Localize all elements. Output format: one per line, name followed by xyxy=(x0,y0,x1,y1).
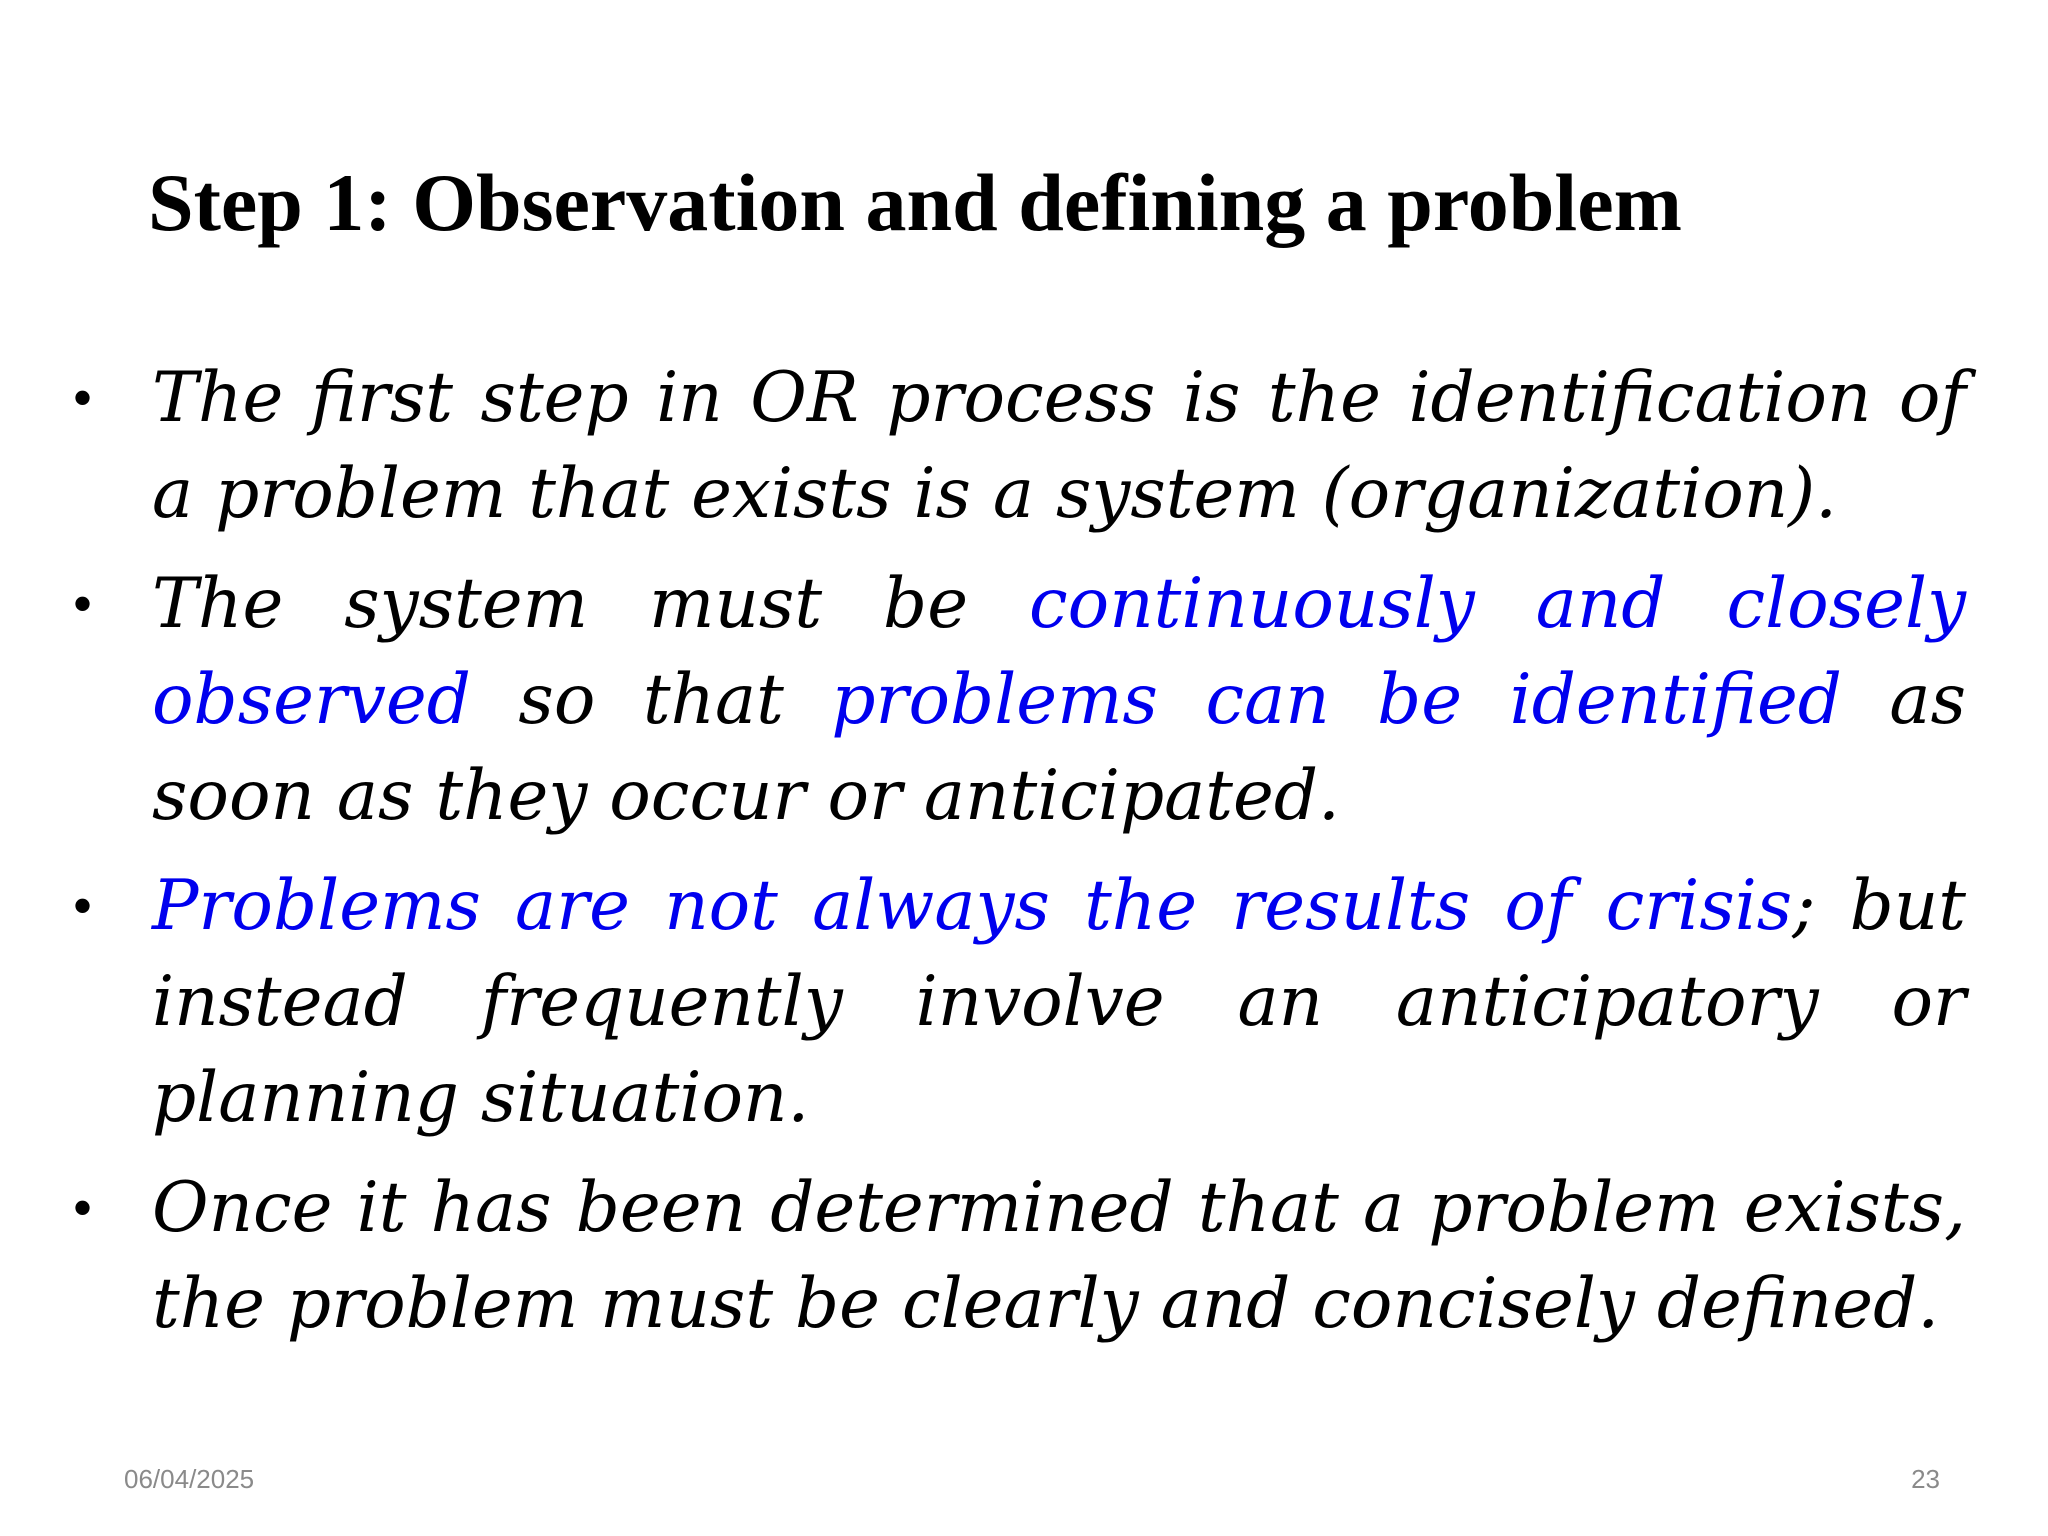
bullet-text: as soon as they occur or anticipated. xyxy=(152,660,1966,836)
bullet-text: Once it has been determined that a problem exists, the problem must be clearly and concisely defined. xyxy=(152,1168,1966,1344)
bullet-item xyxy=(70,350,1966,542)
bullet-icon: • xyxy=(72,1175,94,1241)
bullet-text: The first step in OR process is the identification of a problem that exists is a system (organization). xyxy=(152,358,1966,534)
bullet-text: so that xyxy=(470,660,832,740)
slide-title: Step 1: Observation and defining a problem xyxy=(148,157,1682,248)
bullet-icon: • xyxy=(72,365,94,431)
highlighted-phrase: problems can be identified xyxy=(831,660,1842,740)
bullet-text: The system must be xyxy=(152,564,1030,644)
slide-number: 23 xyxy=(1911,1464,1940,1494)
footer-date: 06/04/2025 xyxy=(124,1464,255,1494)
bullet-list xyxy=(70,350,1966,1366)
bullet-text: ; but instead frequently involve an anticipatory or planning situation. xyxy=(152,866,1966,1138)
bullet-icon: • xyxy=(72,571,94,637)
bullet-icon: • xyxy=(72,873,94,939)
highlighted-phrase: continuously and closely observed xyxy=(152,564,1966,740)
bullet-item xyxy=(70,556,1966,844)
bullet-item xyxy=(70,1160,1966,1352)
bullet-item xyxy=(70,858,1966,1146)
highlighted-phrase: Problems are not always the results of crisis xyxy=(152,866,1793,946)
